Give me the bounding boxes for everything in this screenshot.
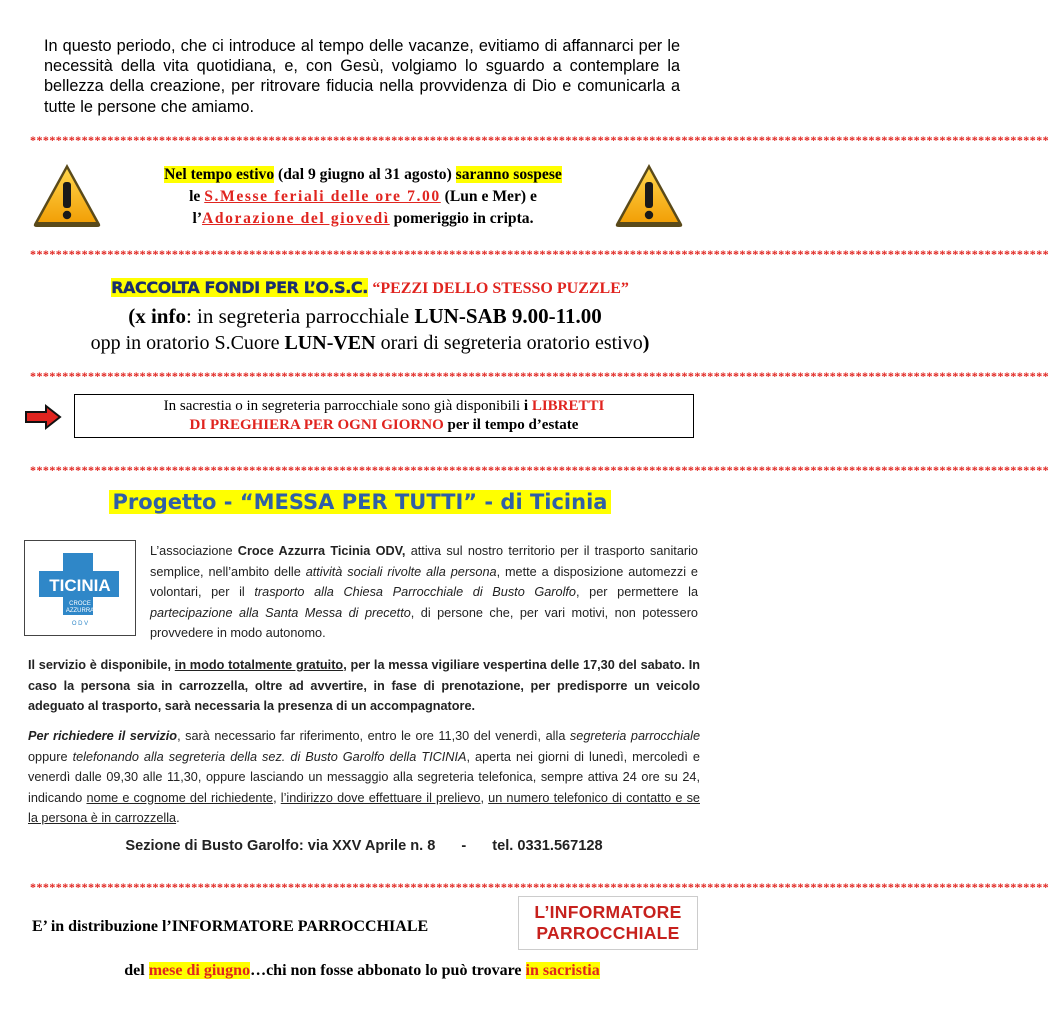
intro-paragraph: In questo periodo, che ci introduce al tempo delle vacanze, evitiamo di affannarci per le necessità della vita quotidiana, e, con Gesù, volgiamo lo sguardo a contemplare la bellezza della creazione, per ritrovare fiducia nella provvidenza di Dio e comunicarla a tutte le persone che amiamo. [44, 37, 680, 116]
logo-sub1: CROCE [69, 601, 91, 607]
p1-org: Croce Azzurra Ticinia ODV, [237, 544, 406, 558]
osc-title: RACCOLTA FONDI PER L’O.S.C. [111, 278, 368, 297]
p1-text: L’associazione [150, 544, 238, 558]
notice-highlight-1: Nel tempo estivo [164, 166, 275, 183]
p3-bold-italic: Per richiedere il servizio [28, 729, 178, 743]
separator-stars: ************************************************************************************************************************************************************** [30, 880, 1049, 894]
osc-line2-close: ) [642, 332, 650, 354]
separator-stars: ************************************************************************************************************************************************************** [30, 133, 1049, 147]
logo-sub3: O D V [71, 621, 89, 627]
osc-line2-days: LUN-VEN [284, 332, 376, 354]
ticinia-logo [24, 540, 136, 636]
notice-text: le [189, 188, 205, 205]
informatore-text: del [124, 962, 149, 979]
p3-italic: telefonando alla segreteria della sez. di Busto Garolfo della TICINIA [72, 749, 467, 764]
separator-stars: ************************************************************************************************************************************************************** [30, 369, 1049, 383]
informatore-highlight: mese di giugno [148, 962, 251, 979]
p3-text: , [480, 790, 489, 805]
p1-text: attiva sul nostro territorio per il trasporto sanitario semplice, nell’ambito delle [150, 544, 698, 579]
informatore-highlight: in sacristia [525, 962, 600, 979]
project-paragraph-3 [28, 726, 700, 829]
p1-text: , di persone che, per vari motivi, non potessero provvedere in modo autonomo. [150, 605, 698, 640]
notice-text: (Lun e Mer) e [440, 188, 537, 205]
warning-triangle-icon [612, 160, 686, 230]
informatore-logo [518, 896, 698, 950]
notice-text: pomeriggio in cripta. [389, 210, 534, 227]
p3-italic: segreteria parrocchiale [569, 729, 700, 743]
osc-line2-text: opp in oratorio S.Cuore [90, 332, 285, 354]
project-title-text: Progetto - “MESSA PER TUTTI” - di Ticinia [109, 490, 612, 514]
separator-stars: ************************************************************************************************************************************************************** [30, 463, 1049, 477]
project-paragraph-1 [150, 541, 698, 644]
address-text: Sezione di Busto Garolfo: via XXV Aprile n. 8 [125, 838, 436, 854]
notice-highlight-2: saranno sospese [455, 166, 562, 183]
osc-info-prefix: (x info [128, 304, 186, 328]
project-title [100, 490, 620, 514]
osc-subtitle: “PEZZI DELLO STESSO PUZZLE” [372, 280, 629, 297]
osc-line2-rest: orari di segreteria oratorio estivo [375, 332, 643, 354]
address-dash: - [461, 838, 467, 854]
informatore-logo-line-2: PARROCCHIALE [536, 923, 680, 943]
p1-italic: partecipazione alla Santa Messa di precetto [150, 605, 411, 620]
notice-dates: (dal 9 giugno al 31 agosto) [274, 166, 456, 183]
separator-stars: ************************************************************************************************************************************************************** [30, 247, 1049, 261]
p3-text: , aperta nei giorni di lunedì, mercoledì e venerdì dalle 09,30 alle 11,30, oppure lasciando un messaggio alla segreteria telefonica, sempre attiva 24 ore su 24, indicando [28, 749, 700, 805]
osc-info-hours: LUN-SAB 9.00-11.00 [414, 304, 602, 328]
notice-adoration: Adorazione del giovedì [202, 210, 390, 227]
libretti-highlight: LIBRETTI [531, 398, 605, 414]
informatore-logo-line-1: L’INFORMATORE [534, 902, 682, 922]
p3-underline: l’indirizzo dove effettuare il prelievo [280, 790, 481, 805]
libretti-text: per il tempo d’estate [443, 417, 579, 433]
address-phone: tel. 0331.567128 [492, 838, 603, 854]
p2-underline: in modo totalmente gratuito [174, 658, 344, 672]
p1-italic: trasporto alla Chiesa Parrocchiale di Busto Garolfo [254, 585, 576, 599]
informatore-text: …chi non fosse abbonato lo può trovare [250, 962, 526, 979]
notice-text: l’ [192, 210, 203, 227]
informatore-line-2 [30, 962, 694, 980]
osc-info-line-1 [60, 303, 670, 329]
p1-text: , per permettere la [576, 585, 699, 599]
p3-text: oppure [28, 749, 73, 764]
libretti-box [74, 394, 694, 438]
p3-underline: un numero telefonico di contatto e se la persona è in carrozzella [28, 790, 700, 825]
osc-info-text: : in segreteria parrocchiale [185, 304, 415, 328]
warning-triangle-icon [30, 160, 104, 230]
osc-heading [40, 278, 700, 298]
notice-masses: S.Messe feriali delle ore 7.00 [204, 188, 441, 205]
logo-text: TICINIA [49, 576, 111, 595]
p3-text: . [176, 811, 180, 825]
libretti-text: i [523, 398, 532, 414]
red-arrow-icon [24, 404, 62, 430]
libretti-text: In sacrestia o in segreteria parrocchiale sono già disponibili [163, 398, 524, 414]
p1-italic: attività sociali rivolte alla persona [305, 564, 497, 579]
osc-info-line-2 [30, 330, 710, 356]
p2-text: Il servizio è disponibile, [28, 658, 175, 672]
ticinia-cross-logo [25, 541, 135, 635]
p1-text: , mette a disposizione automezzi e volontari, per il [150, 564, 698, 599]
informatore-line-1: E’ in distribuzione l’INFORMATORE PARROCCHIALE [32, 918, 429, 935]
summer-notice [110, 164, 616, 230]
libretti-highlight: DI PREGHIERA PER OGNI GIORNO [189, 417, 444, 433]
p3-text: , sarà necessario far riferimento, entro le ore 11,30 del venerdì, alla [177, 729, 570, 743]
logo-sub2: AZZURRA [65, 608, 95, 614]
p3-underline: nome e cognome del richiedente [86, 790, 274, 805]
section-address [28, 838, 700, 854]
p3-text: , [273, 790, 281, 805]
project-paragraph-2 [28, 655, 700, 717]
p2-text: , per la messa vigiliare vespertina delle 17,30 del sabato. In caso la persona sia in carrozzella, oltre ad avvertire, in fase di prenotazione, per predisporre un veicolo adeguato al trasporto, sarà necessaria la presenza di un accompagnatore. [28, 658, 701, 713]
